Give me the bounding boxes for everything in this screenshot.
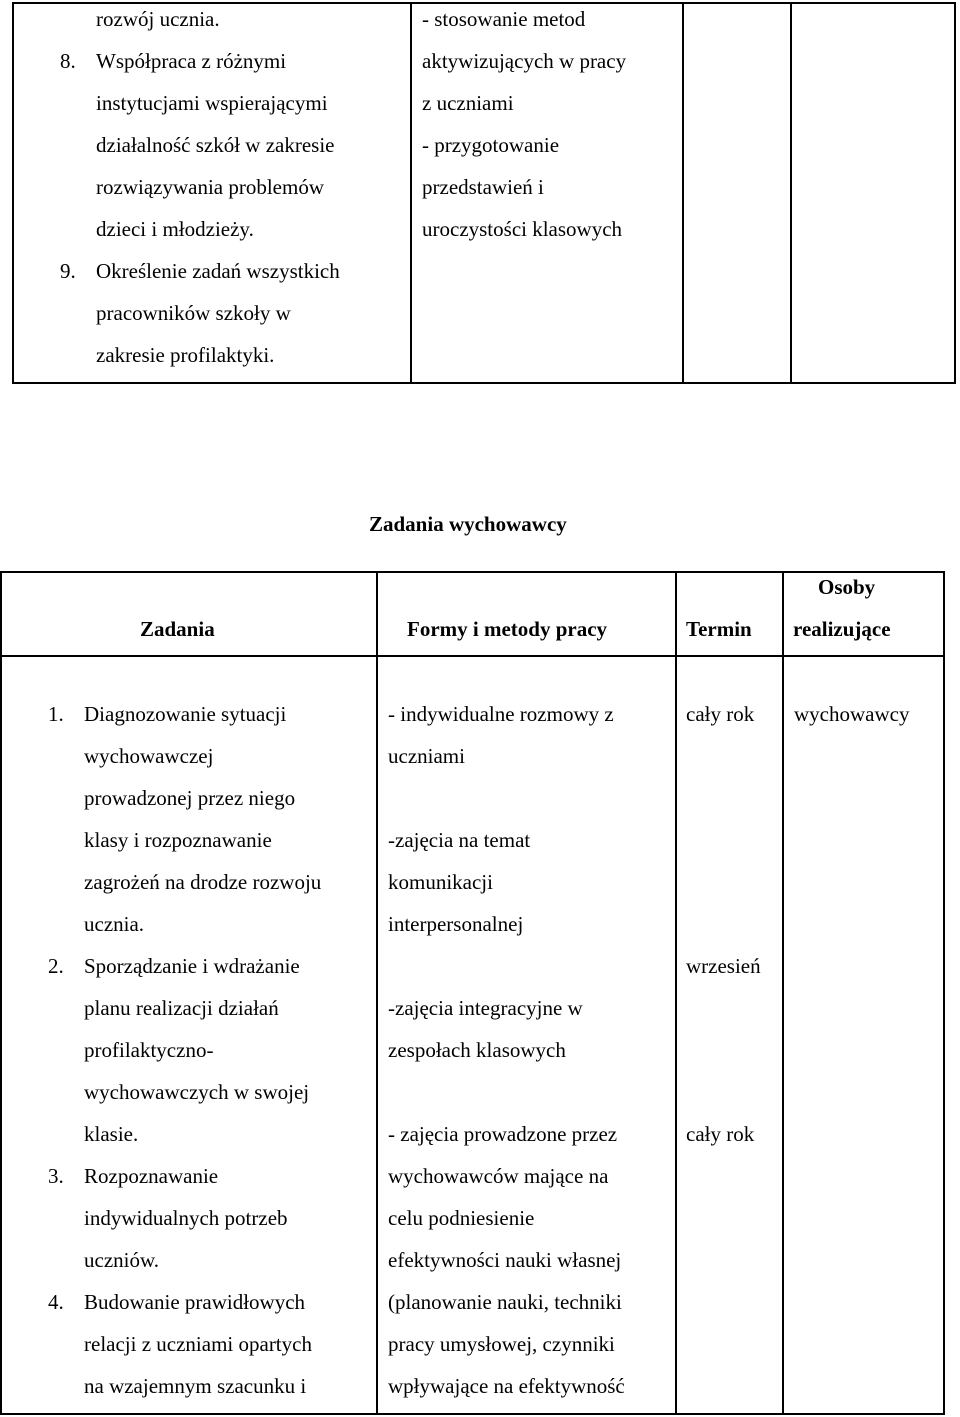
term-label: cały rok xyxy=(686,1122,755,1146)
top-col1-line: rozwój ucznia. xyxy=(96,7,220,31)
table-col-divider-2 xyxy=(675,571,677,1415)
top-item-8 xyxy=(96,40,335,250)
task-line: Diagnozowanie sytuacji xyxy=(84,702,287,726)
method-line: komunikacji xyxy=(388,870,493,894)
top-col2-line: - przygotowanie xyxy=(422,133,560,157)
top-item-line: Współpraca z różnymi xyxy=(96,49,287,73)
header-formy: Formy i metody pracy xyxy=(407,617,608,641)
task-line: indywidualnych potrzeb xyxy=(84,1206,288,1230)
task-line: prowadzonej przez niego xyxy=(84,786,296,810)
top-table-border-left xyxy=(12,2,14,384)
table-border-top xyxy=(0,571,945,573)
term-label: cały rok xyxy=(686,702,755,726)
method-line: efektywności nauki własnej xyxy=(388,1248,622,1272)
header-osoby: Osoby xyxy=(818,575,876,599)
method-line: - indywidualne rozmowy z xyxy=(388,702,614,726)
task-number: 4. xyxy=(48,1290,64,1314)
task-line: na wzajemnym szacunku i xyxy=(84,1374,307,1398)
top-col2-line: z uczniami xyxy=(422,91,514,115)
top-item-line: rozwiązywania problemów xyxy=(96,175,324,199)
top-table-divider-1 xyxy=(410,2,412,384)
top-item-9 xyxy=(96,250,340,376)
methods-column xyxy=(388,693,625,1407)
table-border-bottom xyxy=(0,1413,945,1415)
task-line: uczniów. xyxy=(84,1248,160,1272)
task-line: wychowawczej xyxy=(84,744,214,768)
task-3 xyxy=(84,1155,288,1281)
top-col2-line: uroczystości klasowych xyxy=(422,217,623,241)
task-line: klasy i rozpoznawanie xyxy=(84,828,272,852)
task-line: Budowanie prawidłowych xyxy=(84,1290,306,1314)
header-zadania: Zadania xyxy=(140,617,215,641)
top-item-line: Określenie zadań wszystkich xyxy=(96,259,340,283)
task-1 xyxy=(84,693,321,945)
top-item-line: instytucjami wspierającymi xyxy=(96,91,328,115)
table-border-left xyxy=(0,571,2,1415)
top-col2 xyxy=(422,0,626,250)
method-line: - zajęcia prowadzone przez xyxy=(388,1122,618,1146)
top-item-line: pracowników szkoły w xyxy=(96,301,291,325)
table-header-divider xyxy=(0,655,945,657)
method-line: wpływające na efektywność xyxy=(388,1374,625,1398)
table-border-right xyxy=(943,571,945,1415)
method-line: wychowawców mające na xyxy=(388,1164,609,1188)
method-line xyxy=(388,777,625,819)
task-line: Rozpoznawanie xyxy=(84,1164,219,1188)
method-line: (planowanie nauki, techniki xyxy=(388,1290,622,1314)
top-col2-line: aktywizujących w pracy xyxy=(422,49,627,73)
method-line xyxy=(388,945,625,987)
task-4 xyxy=(84,1281,312,1407)
task-line: ucznia. xyxy=(84,912,145,936)
task-number: 2. xyxy=(48,954,64,978)
task-line: zagrożeń na drodze rozwoju xyxy=(84,870,322,894)
top-col2-line: przedstawień i xyxy=(422,175,544,199)
method-line: pracy umysłowej, czynniki xyxy=(388,1332,615,1356)
task-2 xyxy=(84,945,309,1155)
task-line: relacji z uczniami opartych xyxy=(84,1332,312,1356)
method-line: -zajęcia integracyjne w xyxy=(388,996,583,1020)
top-col2-line: - stosowanie metod xyxy=(422,7,586,31)
persons-label: wychowawcy xyxy=(794,702,910,726)
method-line: zespołach klasowych xyxy=(388,1038,566,1062)
top-item-number: 9. xyxy=(60,259,76,283)
top-item-number: 8. xyxy=(60,49,76,73)
term-label: wrzesień xyxy=(686,954,761,978)
task-line: klasie. xyxy=(84,1122,139,1146)
method-line xyxy=(388,1071,625,1113)
method-line: celu podniesienie xyxy=(388,1206,535,1230)
top-table-border-bottom xyxy=(12,382,956,384)
top-table-divider-3 xyxy=(790,2,792,384)
task-line: planu realizacji działań xyxy=(84,996,279,1020)
method-line: uczniami xyxy=(388,744,465,768)
method-line: interpersonalnej xyxy=(388,912,524,936)
task-line: wychowawczych w swojej xyxy=(84,1080,310,1104)
table-col-divider-1 xyxy=(376,571,378,1415)
task-number: 1. xyxy=(48,702,64,726)
table-col-divider-3 xyxy=(782,571,784,1415)
header-realizujace: realizujące xyxy=(793,617,891,641)
section-title: Zadania wychowawcy xyxy=(369,512,567,536)
top-item-line: zakresie profilaktyki. xyxy=(96,343,275,367)
task-line: Sporządzanie i wdrażanie xyxy=(84,954,300,978)
top-table-divider-2 xyxy=(682,2,684,384)
task-line: profilaktyczno- xyxy=(84,1038,214,1062)
top-item-line: dzieci i młodzieży. xyxy=(96,217,254,241)
header-termin: Termin xyxy=(686,617,752,641)
method-line: -zajęcia na temat xyxy=(388,828,531,852)
top-table-border-right xyxy=(954,2,956,384)
top-item-line: działalność szkół w zakresie xyxy=(96,133,335,157)
task-number: 3. xyxy=(48,1164,64,1188)
